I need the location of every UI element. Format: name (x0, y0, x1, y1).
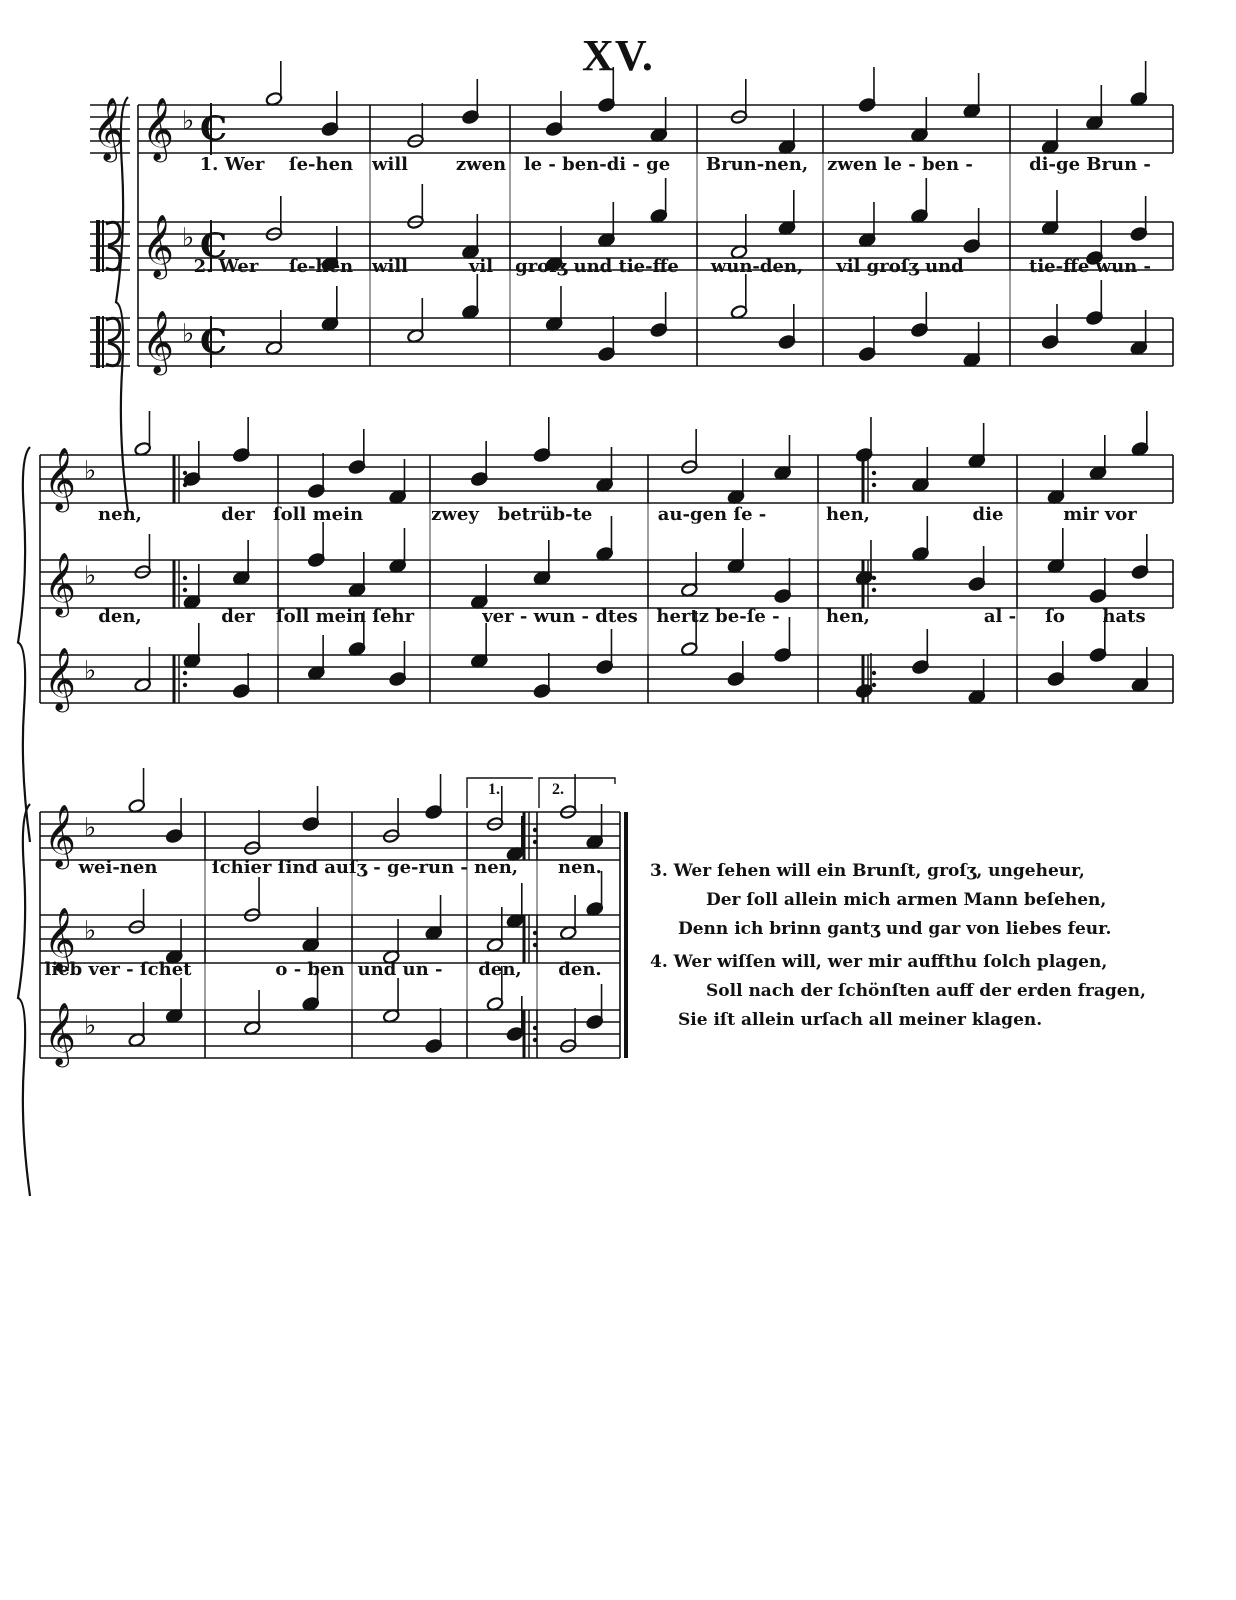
half-note (265, 310, 283, 356)
cut-time-sign: C (200, 109, 228, 149)
quarter-note (598, 202, 616, 248)
stanza-text: Wer wiſſen will, wer mir auffthu ſolch plagen, (673, 952, 1108, 972)
quarter-note (963, 73, 981, 119)
quarter-note (858, 316, 876, 362)
lyric-syllable: will (371, 256, 409, 277)
quarter-note (183, 564, 201, 610)
lyric-syllable: der (221, 606, 255, 627)
lyric-syllable: ſchier ſind auſʒ - ge-run - nen, (211, 857, 519, 878)
lyric-syllable: die (972, 504, 1004, 525)
half-note (680, 552, 698, 598)
quarter-note (968, 659, 986, 705)
quarter-note (596, 629, 614, 675)
treble-clef: 𝄞 (92, 97, 124, 160)
quarter-note (912, 516, 930, 562)
flat-sign: ♭ (84, 813, 97, 843)
lyric-syllable: hats (1102, 606, 1146, 627)
lyric-syllable: zwen le - ben - (827, 154, 973, 175)
quarter-note (321, 91, 339, 137)
half-note (382, 978, 400, 1024)
lyric-syllable: will (371, 154, 409, 175)
quarter-note (598, 316, 616, 362)
quarter-note (858, 67, 876, 113)
lyric-syllable: ſe-hen (288, 154, 354, 175)
half-note (730, 214, 748, 260)
quarter-note (470, 564, 488, 610)
treble-clef: 𝄞 (44, 907, 76, 970)
cut-time-sign: C (200, 322, 228, 362)
lyric-syllable: wun-den, (710, 256, 804, 277)
lyric-syllable: 2. Wer (193, 256, 259, 277)
lyric-syllable: groſʒ und tie-ffe (515, 256, 679, 277)
lyric-syllable: ver - wun - dtes (482, 606, 638, 627)
lyric-syllable: den. (558, 959, 602, 980)
stanza-line: Der ſoll allein mich armen Mann beſehen, (706, 890, 1107, 910)
quarter-note (1047, 641, 1065, 687)
quarter-note (650, 97, 668, 143)
quarter-note (506, 816, 524, 862)
quarter-note (321, 286, 339, 332)
repeat-dot (183, 671, 187, 675)
system-3 (18, 768, 626, 1196)
quarter-note (650, 292, 668, 338)
quarter-note (389, 528, 407, 574)
quarter-note (727, 641, 745, 687)
quarter-note (506, 996, 524, 1042)
flat-sign: ♭ (84, 1011, 97, 1041)
quarter-note (470, 441, 488, 487)
lyric-syllable: zwen (455, 154, 507, 175)
flat-sign: ♭ (182, 223, 195, 253)
flat-sign: ♭ (84, 656, 97, 686)
lyric-syllable: ſoll mein (272, 504, 364, 525)
repeat-dot (872, 588, 876, 592)
quarter-note (462, 79, 480, 125)
quarter-note (778, 109, 796, 155)
quarter-note (598, 67, 616, 113)
quarter-note (1041, 109, 1059, 155)
flat-sign: ♭ (182, 319, 195, 349)
alto-clef-bar (96, 316, 100, 368)
quarter-note (389, 459, 407, 505)
quarter-note (545, 91, 563, 137)
lyric-syllable: wei-nen (78, 857, 158, 878)
quarter-note (232, 417, 250, 463)
repeat-dot (533, 1026, 537, 1030)
quarter-note (165, 798, 183, 844)
repeat-dot (533, 943, 537, 947)
first-ending-bracket (467, 778, 533, 808)
stanza-number: 3. (650, 861, 668, 881)
half-note (128, 768, 146, 814)
lyric-syllable: al - (983, 606, 1017, 627)
lyric-syllable: hen, (826, 504, 870, 525)
half-note (243, 990, 261, 1036)
half-note (559, 895, 577, 941)
quarter-note (1089, 435, 1107, 481)
repeat-dot (183, 483, 187, 487)
quarter-note (1086, 280, 1104, 326)
quarter-note (1131, 647, 1149, 693)
half-note (486, 907, 504, 953)
lyric-syllable: ſoll mein ſehr (275, 606, 415, 627)
lyric-syllable: vil (468, 256, 494, 277)
quarter-note (963, 322, 981, 368)
quarter-note (596, 447, 614, 493)
lyric-syllable: 1. Wer (199, 154, 265, 175)
flat-sign: ♭ (84, 456, 97, 486)
half-note (134, 411, 152, 457)
lyric-syllable: den, (98, 606, 142, 627)
quarter-note (302, 907, 320, 953)
quarter-note (968, 423, 986, 469)
repeat-dot (183, 471, 187, 475)
quarter-note (302, 786, 320, 832)
quarter-note (858, 202, 876, 248)
lyric-syllable: nen, (98, 504, 142, 525)
lyric-syllable: au-gen ſe - (657, 504, 767, 525)
repeat-dot (872, 683, 876, 687)
first-ending-label: 1. (488, 781, 500, 798)
quarter-note (911, 97, 929, 143)
treble-clef: 𝄞 (142, 214, 174, 277)
quarter-note (1131, 534, 1149, 580)
lyric-syllable: le - ben-di - ge (523, 154, 671, 175)
quarter-note (1130, 196, 1148, 242)
page-title: XV. (582, 31, 654, 80)
stanzas (650, 857, 1210, 1039)
flat-sign: ♭ (84, 561, 97, 591)
quarter-note (586, 804, 604, 850)
repeat-dot (872, 576, 876, 580)
alto-clef-bar (102, 220, 104, 272)
stanza-line (650, 857, 1210, 886)
stanza-line: Soll nach der ſchönſten auff der erden fragen, (706, 981, 1146, 1001)
quarter-note (462, 214, 480, 260)
quarter-note (727, 528, 745, 574)
repeat-dot (183, 588, 187, 592)
repeat-dot (533, 840, 537, 844)
alto-clef-bar (96, 220, 100, 272)
lyric-syllable: vil groſʒ und (836, 256, 964, 277)
lyric-syllable: di-ge Brun - (1029, 154, 1151, 175)
lyric-syllable: und un - (357, 959, 443, 980)
stanza-line: Sie iſt allein urſach all meiner klagen. (678, 1010, 1043, 1030)
half-note (382, 919, 400, 965)
stanza-line: Denn ich brinn gantʒ und gar von liebes feur. (678, 919, 1112, 939)
repeat-dot (872, 471, 876, 475)
quarter-note (533, 540, 551, 586)
half-note (128, 1002, 146, 1048)
quarter-note (912, 447, 930, 493)
system-1 (90, 61, 1173, 512)
flat-sign: ♭ (182, 106, 195, 136)
lyric-syllable: zwey (431, 504, 479, 525)
quarter-note (165, 919, 183, 965)
quarter-note (596, 516, 614, 562)
quarter-note (533, 417, 551, 463)
repeat-dot (183, 683, 187, 687)
lyric-syllable: nen. (558, 857, 602, 878)
quarter-note (506, 883, 524, 929)
quarter-note (348, 429, 366, 475)
repeat-dot (872, 671, 876, 675)
repeat-dot (533, 931, 537, 935)
treble-clef: 𝄞 (44, 552, 76, 615)
quarter-note (1047, 459, 1065, 505)
quarter-note (232, 540, 250, 586)
quarter-note (778, 304, 796, 350)
quarter-note (165, 978, 183, 1024)
quarter-note (1131, 411, 1149, 457)
stanza-text: Wer ſehen will ein Brunſt, groſʒ, ungeheur, (673, 861, 1085, 881)
lyric-syllable: betrüb-te (497, 504, 593, 525)
lyric-syllable: hen, (826, 606, 870, 627)
alto-clef-bar (102, 316, 104, 368)
cut-time-sign: C (200, 226, 228, 266)
quarter-note (1047, 528, 1065, 574)
quarter-note (968, 546, 986, 592)
treble-clef: 𝄞 (44, 804, 76, 867)
half-note (134, 647, 152, 693)
treble-clef: 𝄞 (44, 1002, 76, 1065)
quarter-note (1041, 304, 1059, 350)
quarter-note (389, 641, 407, 687)
quarter-note (425, 1008, 443, 1054)
flat-sign: ♭ (84, 916, 97, 946)
half-note (730, 274, 748, 320)
quarter-note (307, 453, 325, 499)
repeat-dot (533, 1038, 537, 1042)
system-bracket (18, 804, 30, 1196)
quarter-note (470, 623, 488, 669)
lyric-syllable: ſe-hen (288, 256, 354, 277)
quarter-note (533, 653, 551, 699)
quarter-note (963, 208, 981, 254)
lyric-syllable: tie-ffe wun - (1029, 256, 1151, 277)
lyric-syllable: den, (478, 959, 522, 980)
quarter-note (1089, 558, 1107, 604)
quarter-note (912, 629, 930, 675)
quarter-note (1041, 190, 1059, 236)
treble-clef: 𝄞 (44, 447, 76, 510)
stanza-3 (650, 857, 1210, 944)
quarter-note (774, 435, 792, 481)
quarter-note (774, 558, 792, 604)
repeat-dot (872, 483, 876, 487)
lyric-syllable: o - ben (275, 959, 345, 980)
quarter-note (911, 292, 929, 338)
quarter-note (1130, 61, 1148, 107)
stanza-4 (650, 948, 1210, 1035)
quarter-note (307, 522, 325, 568)
quarter-note (462, 274, 480, 320)
quarter-note (911, 178, 929, 224)
lyric-syllable: der (221, 504, 255, 525)
quarter-note (183, 441, 201, 487)
lyric-syllable: ſo (1045, 606, 1065, 627)
stanza-line (650, 948, 1210, 977)
quarter-note (545, 286, 563, 332)
lyric-syllable: lieb ver - ſchet (44, 959, 192, 980)
quarter-note (307, 635, 325, 681)
second-ending-bracket (539, 778, 615, 808)
quarter-note (232, 653, 250, 699)
lyric-syllable: Brun-nen, (705, 154, 809, 175)
quarter-note (425, 895, 443, 941)
quarter-note (1130, 310, 1148, 356)
lyric-syllable: hertz be-ſe - (656, 606, 780, 627)
quarter-note (586, 984, 604, 1030)
quarter-note (778, 190, 796, 236)
half-note (265, 61, 283, 107)
quarter-note (348, 552, 366, 598)
quarter-note (1086, 85, 1104, 131)
quarter-note (425, 774, 443, 820)
second-ending-label: 2. (552, 781, 564, 798)
lyric-syllable: mir vor (1063, 504, 1137, 525)
treble-clef: 𝄞 (142, 310, 174, 373)
quarter-note (650, 178, 668, 224)
treble-clef: 𝄞 (44, 647, 76, 710)
quarter-note (183, 623, 201, 669)
repeat-dot (183, 576, 187, 580)
quarter-note (727, 459, 745, 505)
stanza-number: 4. (650, 952, 668, 972)
treble-clef: 𝄞 (142, 97, 174, 160)
half-note (407, 298, 425, 344)
repeat-dot (533, 828, 537, 832)
system-bracket (18, 447, 30, 842)
